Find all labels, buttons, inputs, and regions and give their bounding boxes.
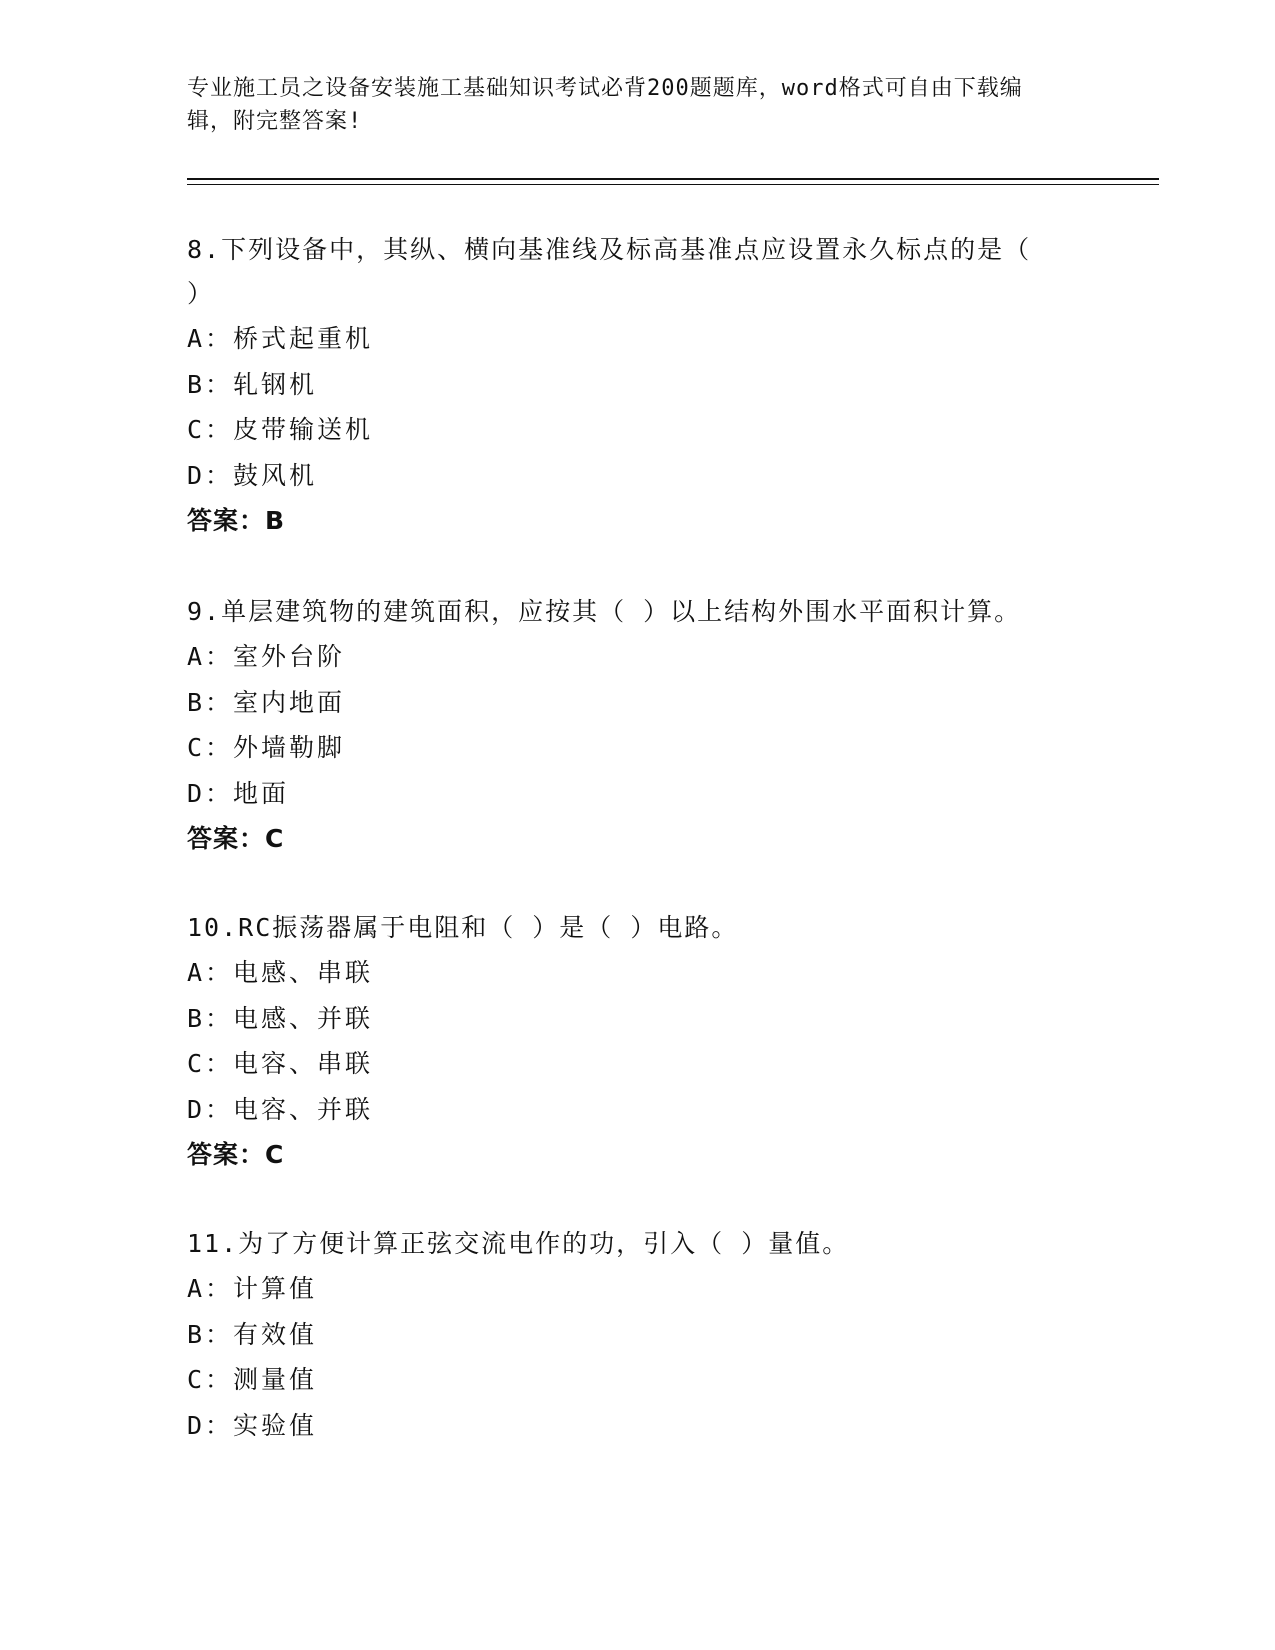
option-b: B：电感、并联 [187,1003,374,1033]
option-b: B：轧钢机 [187,369,318,399]
question-stem: 10.RC振荡器属于电阻和（ ）是（ ）电路。 [187,913,739,942]
question-11 [187,1222,1087,1448]
option-d: D：电容、并联 [187,1094,374,1124]
question-9 [187,590,1087,862]
option-d: D：实验值 [187,1410,318,1440]
header-divider-bottom [187,184,1159,185]
option-c: C：皮带输送机 [187,415,374,445]
option-c: C：电容、串联 [187,1049,374,1079]
answer: 答案：C [187,824,285,854]
option-c: C：外墙勒脚 [187,733,346,763]
option-b: B：有效值 [187,1319,318,1349]
question-stem: 9.单层建筑物的建筑面积，应按其（ ）以上结构外围水平面积计算。 [187,597,1022,626]
question-10 [187,906,1087,1178]
question-8 [187,228,1037,544]
option-a: A：室外台阶 [187,642,346,671]
option-a: A：计算值 [187,1274,318,1303]
option-d: D：地面 [187,778,290,808]
answer: 答案：B [187,506,286,536]
option-c: C：测量值 [187,1365,318,1395]
header-divider-top [187,178,1159,180]
option-d: D：鼓风机 [187,460,318,490]
document-header: 专业施工员之设备安装施工基础知识考试必背200题题库，word格式可自由下载编辑，附完整答案! [187,76,1023,134]
option-a: A：电感、串联 [187,958,374,987]
question-stem: 8.下列设备中，其纵、横向基准线及标高基准点应设置永久标点的是（ ） [187,235,1032,308]
answer: 答案：C [187,1140,285,1170]
question-stem: 11.为了方便计算正弦交流电作的功，引入（ ）量值。 [187,1229,850,1258]
option-b: B：室内地面 [187,687,346,717]
option-a: A：桥式起重机 [187,324,374,353]
